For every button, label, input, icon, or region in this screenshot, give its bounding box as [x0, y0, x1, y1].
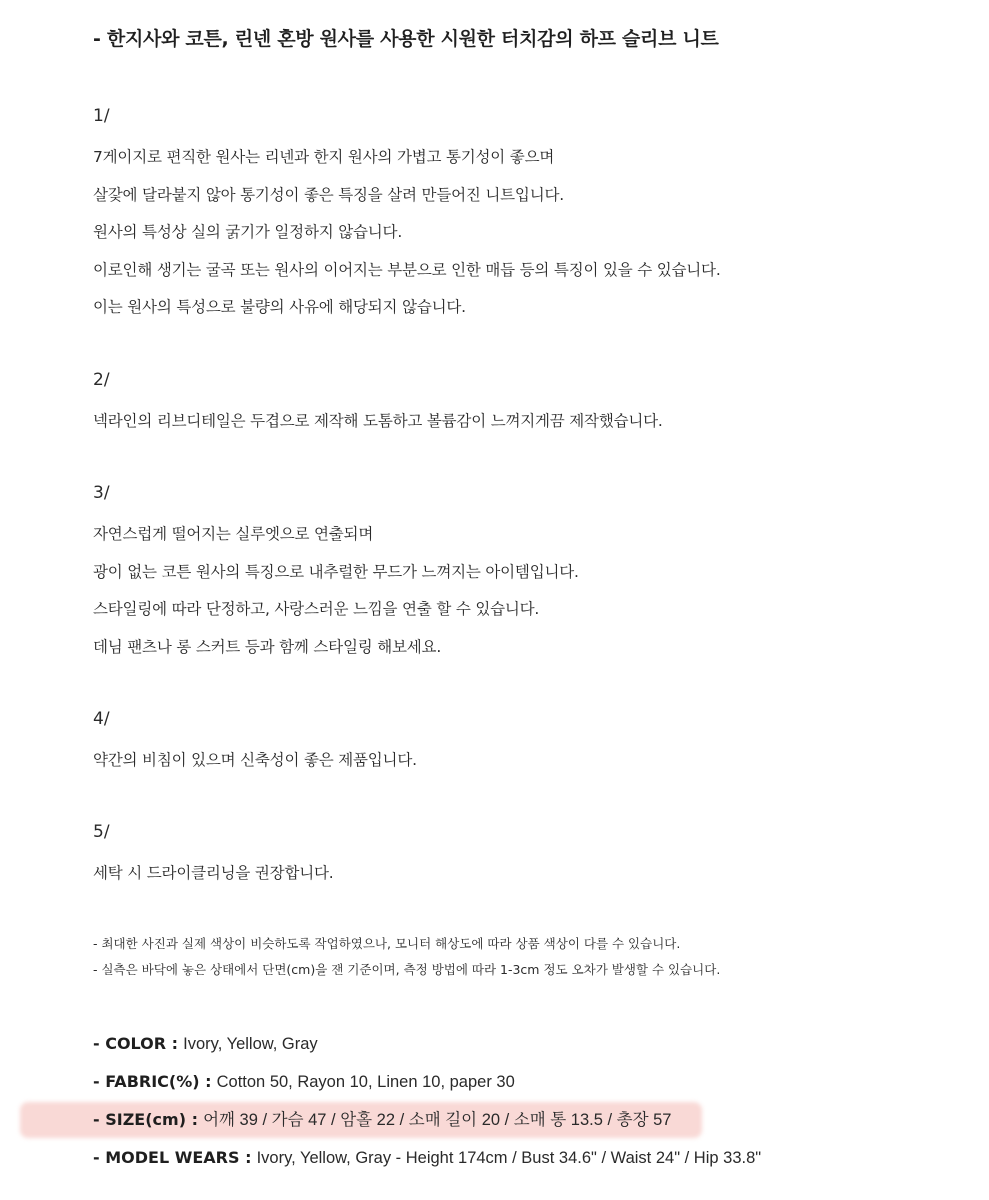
page-title: - 한지사와 코튼, 린넨 혼방 원사를 사용한 시원한 터치감의 하프 슬리브 니트: [93, 28, 719, 50]
spec-label: - SIZE(cm) :: [93, 1110, 198, 1129]
note-color-disclaimer: - 최대한 사진과 실제 색상이 비슷하도록 작업하였으나, 모니터 해상도에 따라 상품 색상이 다를 수 있습니다.: [93, 936, 681, 951]
spec-value: 어깨 39 / 가슴 47 / 암홀 22 / 소매 길이 20 / 소매 통 13.5 / 총장 57: [203, 1111, 672, 1129]
section-5: [93, 817, 334, 893]
product-specs: [93, 1025, 761, 1177]
paragraph-line: 스타일링에 따라 단정하고, 사랑스러운 느낌을 연출 할 수 있습니다.: [93, 600, 540, 618]
section-number: 2/: [93, 370, 110, 390]
spec-value: Cotton 50, Rayon 10, Linen 10, paper 30: [216, 1073, 515, 1091]
spec-fabric: [93, 1063, 761, 1101]
spec-model-wears: [93, 1139, 761, 1177]
notes: [93, 931, 720, 983]
paragraph-line: 이는 원사의 특성으로 불량의 사유에 해당되지 않습니다.: [93, 298, 466, 316]
note-measurement-disclaimer: - 실측은 바닥에 놓은 상태에서 단면(cm)을 잰 기준이며, 측정 방법에 따라 1-3cm 정도 오차가 발생할 수 있습니다.: [93, 962, 721, 977]
paragraph-line: 이로인해 생기는 굴곡 또는 원사의 이어지는 부분으로 인한 매듭 등의 특징이 있을 수 있습니다.: [93, 260, 721, 279]
section-number: 4/: [93, 709, 110, 729]
paragraph-line: 넥라인의 리브디테일은 두겹으로 제작해 도톰하고 볼륨감이 느껴지게끔 제작했습니다.: [93, 412, 663, 430]
section-number: 3/: [93, 483, 110, 503]
spec-label: - FABRIC(%) :: [93, 1072, 212, 1091]
paragraph-line: 자연스럽게 떨어지는 실루엣으로 연출되며: [93, 525, 374, 543]
paragraph-line: 7게이지로 편직한 원사는 리넨과 한지 원사의 가볍고 통기성이 좋으며: [93, 148, 555, 166]
section-4: [93, 704, 417, 780]
section-number: 1/: [93, 106, 110, 126]
spec-value: Ivory, Yellow, Gray: [183, 1035, 318, 1053]
spec-size: [93, 1101, 761, 1139]
paragraph-line: 세탁 시 드라이클리닝을 권장합니다.: [93, 864, 334, 882]
paragraph-line: 원사의 특성상 실의 굵기가 일정하지 않습니다.: [93, 223, 403, 241]
section-1: [93, 101, 721, 327]
section-number: 5/: [93, 822, 110, 842]
paragraph-line: 약간의 비침이 있으며 신축성이 좋은 제품입니다.: [93, 751, 417, 769]
paragraph-line: 광이 없는 코튼 원사의 특징으로 내추럴한 무드가 느껴지는 아이템입니다.: [93, 562, 579, 581]
section-2: [93, 365, 663, 441]
paragraph-line: 데님 팬츠나 롱 스커트 등과 함께 스타일링 해보세요.: [93, 637, 442, 656]
spec-value: Ivory, Yellow, Gray - Height 174cm / Bust 34.6" / Waist 24" / Hip 33.8": [256, 1149, 762, 1167]
paragraph-line: 살갗에 달라붙지 않아 통기성이 좋은 특징을 살려 만들어진 니트입니다.: [93, 185, 564, 204]
spec-color: [93, 1025, 761, 1063]
section-3: [93, 478, 579, 666]
spec-label: - MODEL WEARS :: [93, 1148, 252, 1167]
spec-label: - COLOR :: [93, 1034, 179, 1053]
